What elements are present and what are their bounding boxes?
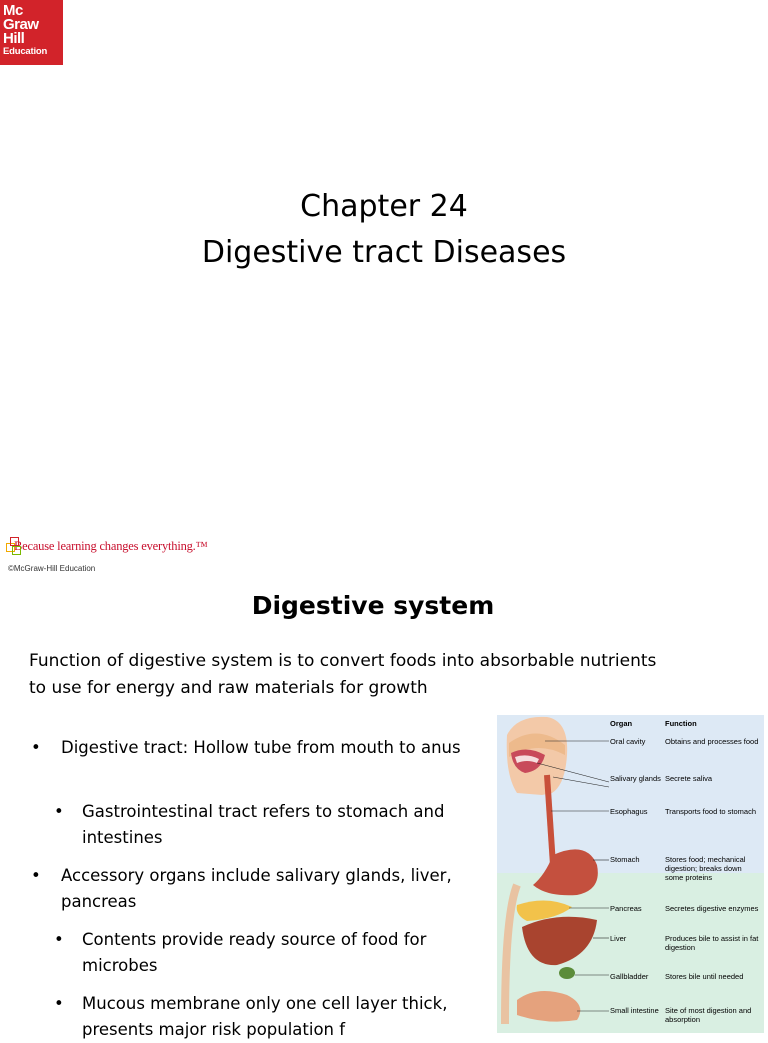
- chapter-subtitle: Digestive tract Diseases: [201, 235, 567, 270]
- bullet-icon: •: [54, 802, 64, 821]
- mcgraw-hill-logo: [0, 0, 63, 65]
- bullet-icon: •: [31, 738, 41, 757]
- bullet-text: Gastrointestinal tract refers to stomach and intestines: [82, 802, 445, 847]
- list-item: [54, 927, 462, 979]
- logo-line: Mc: [3, 2, 23, 19]
- function-label: Stores food; mechanical digestion; breaks down some proteins: [665, 855, 746, 882]
- logo-line: Hill: [3, 30, 25, 47]
- function-label: Site of most digestion and absorption: [665, 1006, 752, 1024]
- organ-label: Gallbladder: [610, 972, 649, 981]
- bullet-text: Digestive tract: Hollow tube from mouth to anus: [61, 738, 461, 757]
- organ-label: Small intestine: [610, 1006, 659, 1015]
- bullet-text: Accessory organs include salivary glands, liver, pancreas: [61, 866, 452, 911]
- organ-label: Pancreas: [610, 904, 642, 913]
- figure-header-function: Function: [665, 719, 697, 728]
- list-item: [54, 799, 462, 851]
- organ-label: Oral cavity: [610, 737, 646, 746]
- list-item: [54, 991, 462, 1043]
- figure-header-organ: Organ: [610, 719, 633, 728]
- squares-icon: [6, 537, 22, 555]
- logo-line: Graw: [3, 16, 39, 33]
- intro-paragraph: Function of digestive system is to convert foods into absorbable nutrients to use for energy and raw materials for growth: [29, 651, 657, 698]
- organ-label: Liver: [610, 934, 627, 943]
- slide-heading: Digestive system: [251, 591, 495, 620]
- bullet-text: Mucous membrane only one cell layer thick, presents major risk population f: [82, 994, 448, 1039]
- function-label: Secretes digestive enzymes: [665, 904, 759, 913]
- bullet-text: Contents provide ready source of food for microbes: [82, 930, 427, 975]
- chapter-title: Chapter 24: [300, 189, 468, 224]
- function-label: Produces bile to assist in fat digestion: [665, 934, 759, 952]
- function-label: Stores bile until needed: [665, 972, 744, 981]
- bullet-icon: •: [54, 930, 64, 949]
- tagline-text: Because learning changes everything.™: [14, 538, 208, 553]
- bullet-icon: •: [54, 994, 64, 1013]
- organ-label: Esophagus: [610, 807, 648, 816]
- function-label: Secrete saliva: [665, 774, 713, 783]
- bullet-icon: •: [31, 866, 41, 885]
- function-label: Obtains and processes food: [665, 737, 759, 746]
- organ-label: Salivary glands: [610, 774, 661, 783]
- content-slide: [0, 578, 768, 1039]
- logo-line: Education: [3, 46, 48, 57]
- list-item: [31, 863, 461, 915]
- copyright: ©McGraw-Hill Education: [8, 564, 96, 573]
- tagline: [6, 537, 208, 555]
- list-item: [31, 735, 461, 761]
- function-label: Transports food to stomach: [665, 807, 757, 816]
- organ-label: Stomach: [610, 855, 640, 864]
- digestive-system-figure: [497, 715, 764, 1024]
